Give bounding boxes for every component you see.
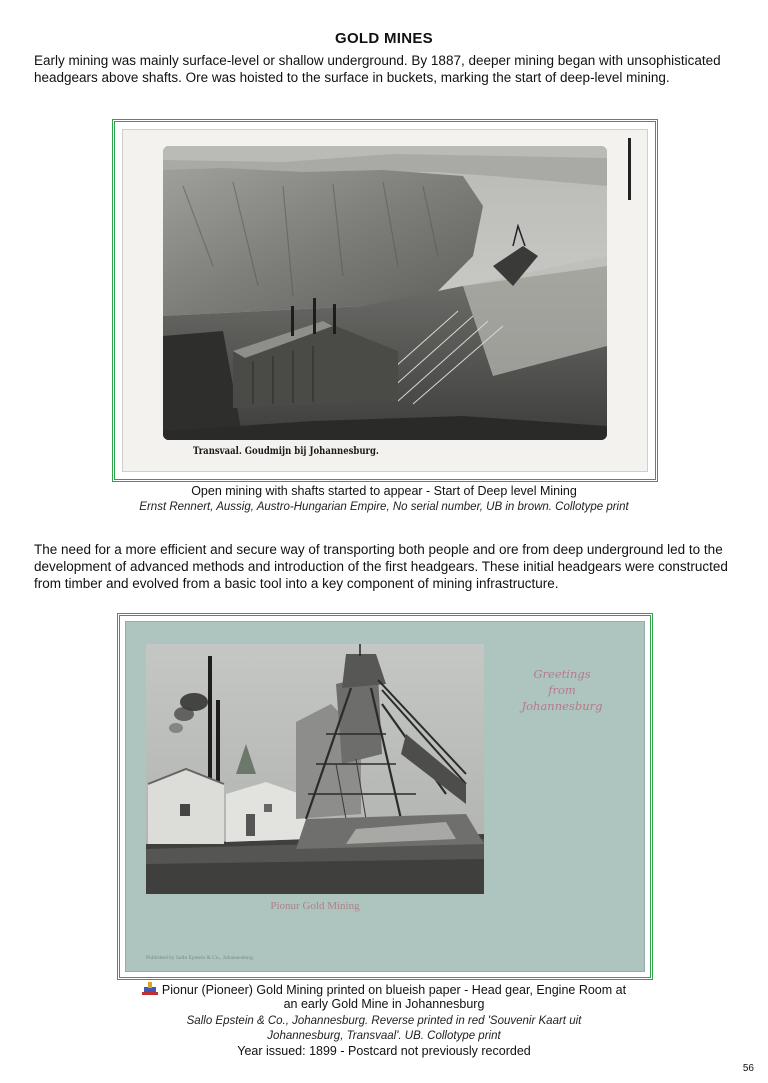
postcard2-credit-line1: Sallo Epstein & Co., Johannesburg. Reverse printed in red 'Souvenir Kaart uit (186, 1015, 582, 1027)
caption-line2: an early Gold Mine in Johannesburg (283, 997, 485, 1011)
page-title: GOLD MINES (334, 30, 433, 47)
postcard1-frame (112, 119, 658, 482)
postcard2-frame (117, 613, 653, 980)
publisher-imprint: Published by Sallo Epstein & Co., Johannesburg. (146, 955, 255, 961)
greetings-text (502, 666, 622, 714)
intro-paragraph: Early mining was mainly surface-level or shallow underground. By 1887, deeper mining began with unsophisticated headgears above shafts. Ore was hoisted to the surface in buckets, marking the start of deep-level mining. (34, 53, 721, 85)
postcard2-printed-title: Pionur Gold Mining (270, 900, 360, 912)
postcard1-printed-caption: Transvaal. Goudmijn bij Johannesburg. (193, 446, 379, 457)
postcard2-card (125, 621, 645, 972)
postcard1-card (122, 129, 648, 472)
postcard2-caption (0, 982, 768, 998)
postcard1-credit: Ernst Rennert, Aussig, Austro-Hungarian Empire, No serial number, UB in brown. Collotype print (139, 501, 629, 513)
postcard1-caption: Open mining with shafts started to appear - Start of Deep level Mining (191, 484, 577, 498)
caption-line1: Pionur (Pioneer) Gold Mining printed on blueish paper - Head gear, Engine Room at (161, 983, 627, 997)
greeting-line3: Johannesburg (521, 699, 603, 713)
headgear-photo (146, 644, 484, 894)
stamp-icon (142, 982, 158, 996)
greeting-line2: from (548, 683, 576, 697)
headgear-paragraph: The need for a more efficient and secure way of transporting both people and ore from deep underground led to the development of advanced methods and introduction of the first headgears. These initial headgears were constructed from timber and evolved from a basic tool into a key component of mining infrastructure. (34, 542, 728, 591)
year-issued-note: Year issued: 1899 - Postcard not previously recorded (237, 1044, 531, 1058)
greeting-line1: Greetings (533, 667, 591, 681)
page-number: 56 (742, 1063, 754, 1074)
open-mine-photo (163, 146, 607, 440)
ink-mark (628, 138, 631, 200)
postcard2-credit-line2: Johannesburg, Transvaal'. UB. Collotype print (267, 1030, 501, 1042)
